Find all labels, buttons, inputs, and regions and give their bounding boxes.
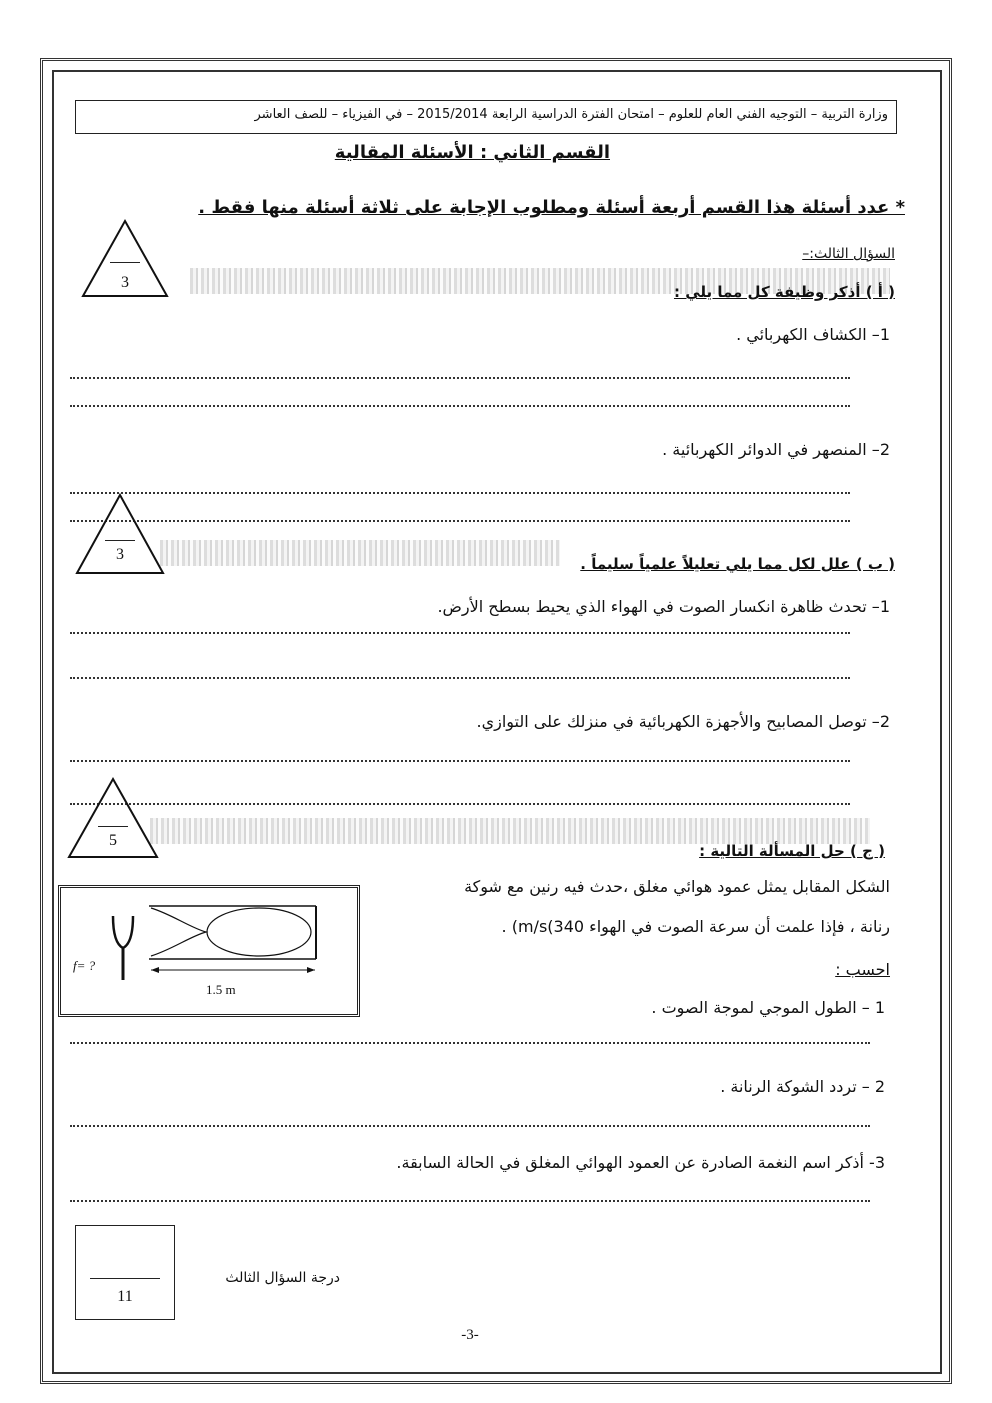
total-score-box xyxy=(75,1225,175,1320)
answer-line[interactable] xyxy=(70,1200,870,1202)
question-title: السؤال الثالث:– xyxy=(802,246,895,262)
score-line xyxy=(105,540,135,541)
part-b-item-1: 1– تحدث ظاهرة انكسار الصوت في الهواء الذي يحيط بسطح الأرض. xyxy=(437,597,890,616)
page-number: -3- xyxy=(461,1327,479,1343)
part-c-heading: ( ج ) حل المسألة التالية : xyxy=(699,842,885,860)
frequency-label: f= ? xyxy=(73,958,96,973)
answer-line[interactable] xyxy=(70,1042,870,1044)
exam-header: وزارة التربية – التوجيه الفني العام للعلوم – امتحان الفترة الدراسية الرابعة 2015/2014 – في الفيزياء – للصف العاشر xyxy=(75,100,897,134)
answer-line[interactable] xyxy=(70,760,850,762)
answer-line[interactable] xyxy=(70,377,850,379)
score-line xyxy=(90,1278,160,1279)
answer-line[interactable] xyxy=(70,1125,870,1127)
score-b: 3 xyxy=(116,546,124,563)
part-a-item-1: 1– الكشاف الكهربائي . xyxy=(736,325,890,344)
total-score: 11 xyxy=(117,1288,133,1305)
scan-noise xyxy=(160,540,560,566)
answer-line[interactable] xyxy=(70,803,850,805)
answer-line[interactable] xyxy=(70,677,850,679)
answer-line[interactable] xyxy=(70,520,850,522)
problem-text-line-1: الشكل المقابل يمثل عمود هوائي مغلق ،حدث فيه رنين مع شوكة xyxy=(464,877,890,896)
part-b-item-2: 2– توصل المصابيح والأجهزة الكهربائية في منزلك على التوازي. xyxy=(476,712,890,731)
answer-line[interactable] xyxy=(70,492,850,494)
part-c-item-2: 2 – تردد الشوكة الرنانة . xyxy=(720,1077,885,1096)
score-a: 3 xyxy=(121,274,129,291)
part-c-item-1: 1 – الطول الموجي لموجة الصوت . xyxy=(651,998,885,1017)
resonance-figure xyxy=(58,885,360,1017)
instructions: * عدد أسئلة هذا القسم أربعة أسئلة ومطلوب الإجابة على ثلاثة أسئلة منها فقط . xyxy=(198,197,905,218)
answer-line[interactable] xyxy=(70,632,850,634)
part-c-item-3: 3- أذكر اسم النغمة الصادرة عن العمود الهوائي المغلق في الحالة السابقة. xyxy=(396,1153,885,1172)
section-title: القسم الثاني : الأسئلة المقالية xyxy=(334,142,610,163)
part-b-heading: ( ب ) علل لكل مما يلي تعليلاً علمياً سليماً . xyxy=(580,555,895,573)
problem-text-line-2: رنانة ، فإذا علمت أن سرعة الصوت في الهواء 340)m/s) . xyxy=(501,917,890,936)
part-a-item-2: 2– المنصهر في الدوائر الكهربائية . xyxy=(662,440,890,459)
scan-noise xyxy=(150,818,870,844)
answer-line[interactable] xyxy=(70,405,850,407)
score-c: 5 xyxy=(109,832,117,849)
length-label: 1.5 m xyxy=(206,982,236,997)
total-score-label: درجة السؤال الثالث xyxy=(225,1270,340,1286)
part-a-heading: ( أ ) أذكر وظيفة كل مما يلي : xyxy=(673,283,895,301)
score-line xyxy=(110,262,140,263)
score-line xyxy=(98,826,128,827)
calculate-label: احسب : xyxy=(835,960,890,979)
